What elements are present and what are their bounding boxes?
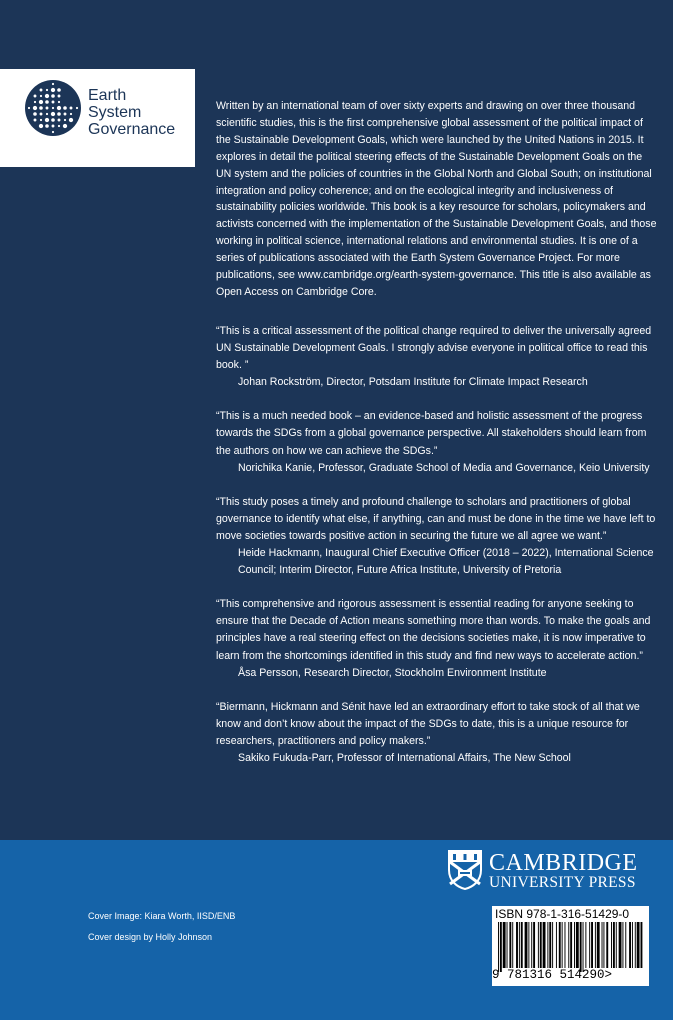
- globe-dot: [58, 125, 60, 127]
- globe-dot: [76, 107, 78, 109]
- barcode-bar: [622, 922, 623, 968]
- barcode-bar: [543, 922, 546, 968]
- endorsement-text: “This study poses a timely and profound challenge to scholars and practitioners of global governance to identify what else, if anything, can and must be done in the time we have left to move societies towards positive action in securing the future we all agree we want.”: [216, 495, 656, 542]
- logo-line-system: System: [88, 104, 142, 121]
- endorsement-attribution: Åsa Persson, Research Director, Stockholm Environment Institute: [238, 666, 547, 679]
- barcode-bar: [611, 922, 612, 968]
- globe-dot: [58, 95, 61, 98]
- barcode-bar: [595, 922, 596, 968]
- barcode-bar: [500, 922, 502, 972]
- barcode-bar: [616, 922, 617, 968]
- globe-dot: [52, 101, 55, 104]
- globe-dot: [51, 112, 55, 116]
- earth-system-governance-logo: [0, 69, 195, 167]
- barcode-bar: [583, 922, 584, 972]
- globe-dot: [57, 88, 61, 92]
- barcode-bar: [637, 922, 640, 968]
- globe-dot: [33, 106, 37, 110]
- barcode-bar: [519, 922, 520, 968]
- endorsement-attribution: Sakiko Fukuda-Parr, Professor of International Affairs, The New School: [238, 751, 571, 764]
- barcode-digits: 9 781316 514290>: [492, 968, 613, 982]
- barcode-bar: [591, 922, 593, 968]
- barcode-bar: [613, 922, 615, 968]
- dotted-globe-icon: [24, 79, 82, 137]
- endorsements: [216, 323, 658, 784]
- globe-dot: [39, 106, 43, 110]
- publisher-name: CAMBRIDGE: [489, 850, 638, 876]
- barcode-bar: [503, 922, 506, 968]
- globe-dot: [34, 101, 36, 103]
- globe-dot: [63, 106, 67, 110]
- globe-dot: [34, 119, 37, 122]
- barcode-bar: [597, 922, 600, 968]
- publisher-press: UNIVERSITY PRESS: [489, 874, 636, 891]
- globe-dot: [33, 112, 37, 116]
- barcode-bar: [509, 922, 511, 968]
- endorsement: [216, 323, 658, 391]
- barcode-bar: [556, 922, 557, 968]
- barcode-bar: [568, 922, 569, 968]
- globe-dot: [58, 101, 60, 103]
- globe-dot: [46, 107, 49, 110]
- endorsement-text: “This comprehensive and rigorous assessment is essential reading for anyone seeking to ensure that the Decade of Action means something more than words. To make the goals and principles have a real steering effect on the decisions societies make, it is now imperative to learn from the shortcomings identified in this study and find new ways to accelerate action.”: [216, 598, 651, 662]
- barcode-bar: [576, 922, 579, 968]
- barcode-bar: [565, 922, 566, 968]
- globe-dot: [63, 124, 67, 128]
- endorsement-text: “Biermann, Hickmann and Sénit have led an extraordinary effort to take stock of all that we know and don’t know about the impact of the SDGs to date, this is a unique resource for researchers, practitioners and policy makers.”: [216, 700, 640, 747]
- barcode-bar: [632, 922, 633, 968]
- globe-dot: [46, 89, 48, 91]
- globe-dot: [52, 125, 55, 128]
- barcode-bar: [498, 922, 499, 972]
- barcode-bar: [533, 922, 535, 968]
- globe-dot: [40, 113, 43, 116]
- isbn-barcode: [492, 906, 649, 986]
- globe-dot: [45, 100, 49, 104]
- barcode-bar: [635, 922, 636, 968]
- barcode-bar: [512, 922, 513, 968]
- barcode-bar: [589, 922, 590, 968]
- globe-dot: [64, 113, 67, 116]
- globe-dot: [28, 107, 30, 109]
- barcode-number: 9 781316 514290: [492, 968, 605, 982]
- endorsement: [216, 699, 658, 767]
- barcode-bar: [602, 922, 603, 968]
- barcode-bar: [552, 922, 553, 968]
- cover-image-credit: Cover Image: Kiara Worth, IISD/ENB: [88, 911, 236, 921]
- barcode-bar: [516, 922, 518, 968]
- globe-dot: [51, 88, 55, 92]
- globe-dot: [70, 107, 73, 110]
- barcode-bar: [619, 922, 622, 968]
- globe-dot: [45, 124, 49, 128]
- barcode-bar: [507, 922, 508, 968]
- barcode-bar: [570, 922, 572, 968]
- barcode-bar: [538, 922, 539, 968]
- globe-dot: [51, 118, 55, 122]
- globe-dot: [51, 94, 55, 98]
- endorsement-attribution: Johan Rockström, Director, Potsdam Institute for Climate Impact Research: [238, 376, 588, 389]
- globe-dot: [69, 118, 73, 122]
- barcode-bar: [641, 922, 643, 968]
- barcode-bar: [540, 922, 542, 968]
- barcode-bar: [547, 922, 548, 968]
- barcode-bar: [580, 922, 582, 972]
- globe-dot: [39, 100, 43, 104]
- endorsement-text: “This is a much needed book – an evidence-based and holistic assessment of the progress towards the SDGs from a global governance perspective. All stakeholders should learn from the authors on how we can achieve the SDGs.”: [216, 410, 647, 457]
- endorsement: [216, 408, 658, 476]
- globe-dot: [39, 124, 43, 128]
- endorsement-attribution: Norichika Kanie, Professor, Graduate School of Media and Governance, Keio University: [238, 461, 650, 474]
- book-description: Written by an international team of over sixty experts and drawing on over three thousand scientific studies, this is the first comprehensive global assessment of the political impact of the Sustainable Development Goals, which were launched by the United Nations in 2015. It explores in detail the political steering effects of the Sustainable Development Goals on the UN system and the policies of countries in the Global North and Global South; on institutional integration and policy coherence; and on the ecological integrity and inclusiveness of sustainability policies worldwide. This book is a key resource for scholars, policymakers and activists concerned with the implementation of the Sustainable Development Goals, and those working in political science, international relations and environmental studies. It is one of a series of publications associated with the Earth System Governance Project. For more publications, see www.cambridge.org/earth-system-governance. This title is also available as Open Access on Cambridge Core.: [216, 100, 657, 298]
- globe-dot: [58, 119, 61, 122]
- globe-dot: [52, 83, 54, 85]
- barcode-bar: [562, 922, 563, 968]
- endorsement: [216, 494, 658, 579]
- globe-dot: [46, 113, 48, 115]
- globe-dot: [57, 112, 61, 116]
- isbn-label: ISBN 978-1-316-51429-0: [495, 907, 630, 921]
- endorsement-attribution: Heide Hackmann, Inaugural Chief Executive Officer (2018 – 2022), International Science Council; Interim Director, Future Africa Institute, University of Pretoria: [238, 547, 654, 577]
- barcode-bar: [521, 922, 523, 968]
- barcode-bars: [496, 922, 644, 972]
- logo-line-earth: Earth: [88, 87, 127, 104]
- barcode-bar: [603, 922, 604, 968]
- globe-dot: [40, 95, 42, 97]
- barcode-bar: [629, 922, 631, 968]
- globe-dot: [34, 95, 37, 98]
- cover-design-credit: Cover design by Holly Johnson: [88, 932, 213, 942]
- barcode-bar: [525, 922, 528, 968]
- cambridge-shield-icon: [448, 850, 482, 890]
- barcode-bar: [585, 922, 586, 968]
- globe-dot: [40, 119, 42, 121]
- barcode-bar: [606, 922, 608, 968]
- barcode-bar: [528, 922, 529, 968]
- globe-dot: [40, 89, 43, 92]
- globe-dot: [52, 107, 54, 109]
- globe-dot: [52, 131, 54, 133]
- barcode-bar: [559, 922, 561, 968]
- barcode-bar: [574, 922, 575, 968]
- logo-line-governance: Governance: [88, 121, 176, 138]
- logo-wordmark: [88, 87, 175, 138]
- barcode-bar: [549, 922, 551, 968]
- endorsement-text: “This is a critical assessment of the political change required to deliver the universally agreed UN Sustainable Development Goals. I strongly advise everyone in political office to read this book. ”: [216, 325, 652, 372]
- globe-dot: [45, 94, 49, 98]
- globe-dot: [70, 113, 72, 115]
- barcode-bar: [531, 922, 532, 968]
- globe-dot: [45, 118, 49, 122]
- globe-dot: [64, 119, 66, 121]
- barcode-bar: [625, 922, 626, 968]
- endorsement: [216, 596, 658, 681]
- globe-dot: [57, 106, 61, 110]
